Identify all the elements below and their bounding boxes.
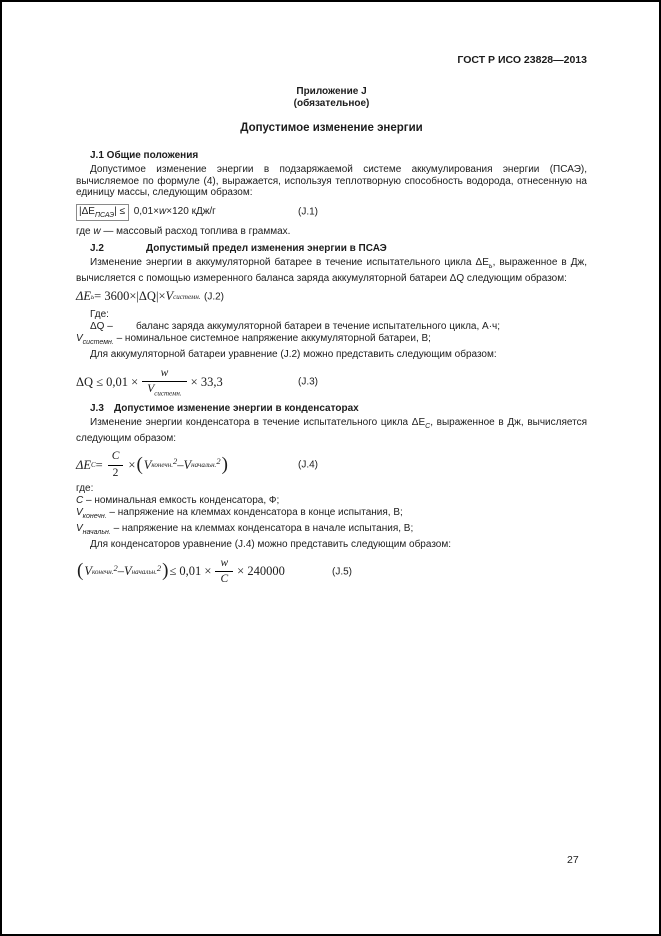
formula-j1-units: ×120 кДж/г	[166, 205, 216, 217]
paragraph-j3-sub: С	[425, 423, 431, 431]
formula-j4-v2: V	[183, 457, 192, 472]
formula-j5-denominator: C	[220, 573, 229, 586]
formula-j4-right-paren: )	[221, 453, 228, 475]
formula-j1-boxed-term	[76, 204, 129, 221]
formula-j4-deltaE: ΔЕ	[76, 457, 91, 472]
paragraph-j1: Допустимое изменение энергии в подзаряжаемой системе аккумулирования энергии (ПСАЭ), вычисляемое по формуле (4), выражается, используя теплотворную способность водорода, отнесенную на единицу массы, следующим образом:	[76, 164, 587, 198]
formula-j2-deltaE-sub: ь	[90, 292, 95, 301]
paragraph-j2-sub: ь	[488, 263, 493, 270]
formula-j1	[76, 204, 587, 221]
formula-j3	[76, 368, 587, 398]
heading-j3-number: J.3	[90, 403, 104, 415]
where-j2-def-v: – номинальное системное напряжение аккумуляторной батареи, В;	[113, 333, 431, 344]
formula-j5-comparison: ≤ 0,01 ×	[169, 564, 212, 579]
where-j2-term-dq: ΔQ –	[90, 321, 113, 332]
formula-j5-v1-sup: 2	[113, 562, 118, 573]
formula-j1-abs: |ΔЕ	[79, 205, 95, 217]
formula-j5-rhs: × 240000	[237, 564, 285, 579]
formula-j5-v2: V	[124, 564, 132, 579]
appendix-kind: (обязательное)	[293, 97, 370, 109]
paragraph-j2-p1: Изменение энергии в аккумуляторной батарее в течение испытательного цикла ΔЕ	[90, 257, 489, 268]
where-j4-item-v2	[76, 523, 587, 539]
formula-j5-v1-sub: конечн.	[91, 567, 114, 576]
formula-j4-deltaE-sub: C	[90, 461, 96, 470]
heading-j3	[76, 403, 587, 415]
heading-j3-title: Допустимое изменение энергии в конденсаторах	[114, 403, 359, 415]
formula-j5	[76, 558, 587, 586]
formula-j3-lhs: ΔQ ≤ 0,01 ×	[76, 374, 139, 389]
formula-j4	[76, 451, 587, 479]
formula-j5-right-paren: )	[162, 560, 169, 582]
formula-j4-equals: =	[95, 457, 103, 472]
where-j4-label: где:	[76, 483, 94, 495]
where-j4-item-c	[76, 495, 587, 507]
formula-j2-mid: = 3600×|ΔQ|×	[94, 289, 166, 303]
where-j2-var-v: V	[76, 333, 83, 344]
formula-j1-subscript: ПСАЭ	[94, 211, 115, 219]
formula-j3-denominator-sub: системн.	[154, 389, 182, 398]
formula-j5-v2-sup: 2	[156, 562, 162, 573]
formula-j4-v2-sup: 2	[216, 456, 221, 467]
formula-j4-fraction	[107, 451, 125, 479]
heading-j2	[76, 243, 587, 255]
heading-j1: J.1 Общие положения	[90, 150, 199, 161]
where-j2-item-dq	[76, 321, 587, 333]
formula-j5-v2-sub: начальн.	[131, 567, 157, 576]
where-j4-term-c: С	[76, 495, 84, 507]
formula-j4-body	[76, 451, 229, 479]
formula-j5-left-paren: (	[77, 560, 84, 582]
page-title: Допустимое изменение энергии	[240, 122, 423, 134]
formula-j4-left-paren: (	[136, 453, 143, 475]
formula-j4-v1: V	[143, 457, 152, 472]
formula-j5-minus: –	[117, 564, 125, 579]
formula-j2-var-v: V	[165, 289, 174, 303]
formula-j2-var-v-sub: системн.	[173, 292, 201, 301]
formula-j3-tag: (J.3)	[298, 376, 318, 388]
formula-j4-v2-sub: начальн.	[191, 461, 217, 470]
formula-j3-fraction	[142, 368, 186, 398]
where-j1-def: — массовый расход топлива в граммах.	[100, 225, 291, 237]
where-j1-var-w: w	[93, 225, 101, 237]
paragraph-j3	[76, 417, 587, 444]
formula-j2	[76, 289, 587, 304]
formula-j5-numerator: w	[220, 556, 229, 569]
formula-j1-comparison: | ≤	[114, 205, 125, 217]
formula-j1-body	[76, 204, 216, 221]
formula-j4-v1-sub: конечн.	[151, 461, 173, 470]
paragraph-j2	[76, 257, 587, 284]
where-j4-def-c: – номинальная емкость конденсатора, Ф;	[83, 495, 280, 507]
page-number: 27	[567, 854, 579, 866]
where-j4-var-v1: V	[76, 507, 83, 519]
where-j4-var-v2-sub: начальн.	[82, 529, 111, 537]
where-j2-var-v-sub: системн.	[82, 339, 114, 346]
formula-j2-deltaE: ΔЕ	[76, 289, 91, 303]
formula-j5-body	[76, 558, 285, 586]
formula-j1-tag: (J.1)	[298, 206, 318, 218]
formula-j4-tag: (J.4)	[298, 459, 318, 471]
where-j4-def-v2: – напряжение на клеммах конденсатора в начале испытания, В;	[110, 523, 414, 535]
heading-j2-title: Допустимый предел изменения энергии в ПСАЭ	[146, 243, 387, 254]
formula-j3-denominator: V	[147, 383, 155, 395]
formula-j5-tag: (J.5)	[332, 566, 352, 578]
where-j1	[76, 226, 587, 238]
where-j4-item-v1	[76, 507, 587, 523]
lead-j5: Для конденсаторов уравнение (J.4) можно представить следующим образом:	[90, 539, 452, 551]
formula-j4-v1-sup: 2	[172, 456, 178, 467]
doc-header	[76, 54, 587, 66]
formula-j2-tag: (J.2)	[204, 291, 224, 302]
formula-j4-minus: –	[177, 457, 184, 472]
paragraph-j3-p1: Изменение энергии конденсатора в течение испытательного цикла ΔЕ	[90, 417, 426, 429]
formula-j1-coef: 0,01×	[130, 205, 160, 217]
heading-j2-number: J.2	[90, 243, 104, 254]
formula-j3-rhs: × 33,3	[190, 374, 223, 389]
formula-j5-v1: V	[84, 564, 92, 579]
where-j2-def-dq: баланс заряда аккумуляторной батареи в течение испытательного цикла, А·ч;	[136, 321, 501, 332]
where-j2-item-v	[76, 333, 587, 349]
formula-j4-times: ×	[128, 457, 136, 472]
formula-j4-denominator: 2	[108, 465, 124, 480]
where-j4-var-v2: V	[76, 523, 83, 535]
formula-j1-var-w: w	[159, 205, 167, 217]
formula-j3-numerator: w	[160, 366, 169, 379]
where-j4-var-v1-sub: конечн.	[82, 513, 107, 521]
lead-j3: Для аккумуляторной батареи уравнение (J.2) можно представить следующим образом:	[90, 349, 497, 360]
formula-j4-numerator: C	[111, 450, 120, 463]
appendix-label: Приложение J	[296, 86, 367, 97]
formula-j3-body	[76, 368, 223, 398]
appendix-block	[76, 86, 587, 109]
formula-j5-fraction	[215, 558, 233, 586]
paragraph-j2-p2: , выраженное в Дж, вычисляется с помощью измеренного баланса заряда аккумуляторной батареи ΔQ следующим образом:	[76, 257, 587, 284]
where-j1-pre: где	[76, 225, 94, 237]
where-j2-label: Где:	[90, 309, 109, 320]
doc-code: ГОСТ Р ИСО 23828—2013	[457, 54, 587, 66]
formula-j2-body	[76, 289, 201, 304]
paragraph-j3-p2: , выраженное в Дж, вычисляется следующим образом:	[76, 417, 587, 444]
where-j4-def-v1: – напряжение на клеммах конденсатора в конце испытания, В;	[106, 507, 403, 519]
